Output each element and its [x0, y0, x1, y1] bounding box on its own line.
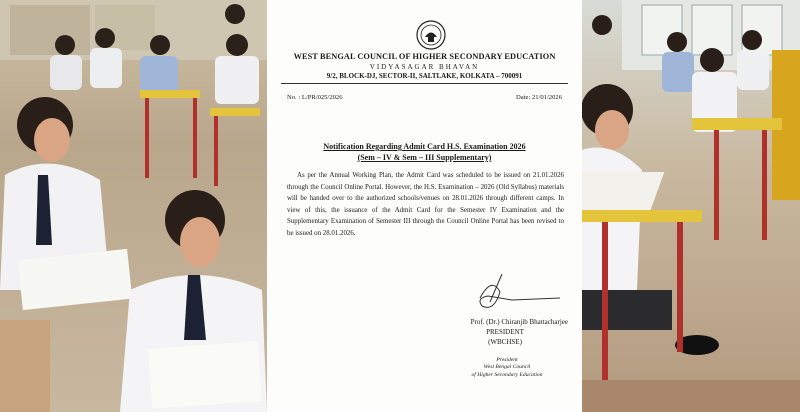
notice-body: As per the Annual Working Plan, the Admit Card was scheduled to be issued on 21.01.2026 through the Council Online Portal. However, the H.S. Examination – 2026 (Old Syllabus) materials will be handed over to the authorized schools/venues on 28.01.2026 through different camps. In view of this, the issuance of the Admit Card for the Semester IV Examination and the Supplementary Examination of Semester III through the Council Online Portal has been revised to be issued on 28.01.2026.: [287, 172, 564, 237]
signatory-name: Prof. (Dr.) Chiranjib Bhattacharjee: [470, 318, 568, 326]
council-emblem-icon: [416, 20, 446, 50]
council-building: VIDYASAGAR BHAVAN: [369, 63, 480, 71]
council-address: 9/2, BLOCK-DJ, SECTOR-II, SALTLAKE, KOLKATA – 700091: [326, 72, 523, 80]
exam-hall-photo-left: [0, 0, 267, 412]
notice-title: Notification Regarding Admit Card H.S. Examination 2026: [323, 142, 526, 151]
handwritten-signature: [472, 268, 562, 316]
reference-number: No. : L/PR/025/2026: [287, 94, 343, 101]
official-stamp: [447, 357, 567, 379]
council-notice: [267, 0, 582, 412]
stamp-line-1: President: [496, 357, 518, 363]
stamp-line-3: of Higher Secondary Education: [471, 371, 543, 378]
notice-subtitle: (Sem – IV & Sem – III Supplementary): [357, 153, 492, 162]
header-divider: [281, 83, 568, 84]
signatory-title: PRESIDENT: [486, 328, 524, 336]
signatory-org: (WBCHSE): [488, 338, 522, 346]
notice-date: Date: 21/01/2026: [516, 94, 562, 101]
council-name: WEST BENGAL COUNCIL OF HIGHER SECONDARY EDUCATION: [293, 52, 556, 61]
exam-hall-illustration-left: [0, 0, 267, 412]
exam-hall-illustration-right: [582, 0, 800, 412]
exam-hall-photo-right: [582, 0, 800, 412]
stamp-line-2: West Bengal Council: [483, 364, 531, 371]
